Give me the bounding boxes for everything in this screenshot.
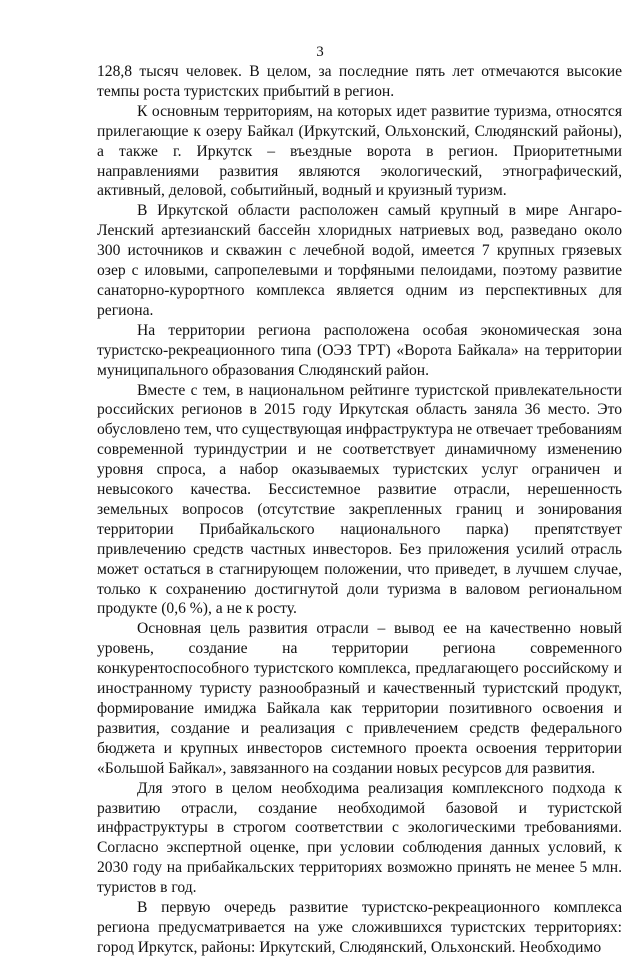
paragraph-first-priority: В первую очередь развитие туристско-рекреационного комплекса региона предусматривается на уже сложившихся туристских территориях: город Иркутск, районы: Иркутский, Слюдянский, Ольхонский. Необходимо	[97, 899, 622, 956]
paragraph-national-rating: Вместе с тем, в национальном рейтинге туристской привлекательности российских регионов в 2015 году Иркутская область заняла 36 место. Это обусловлено тем, что существующая инфраструктура не отвечает требованиям современной туриндустрии и не соответствует динамичному изменению уровня спроса, а набор оказываемых туристских услуг ограничен и невысокого качества. Бессистемное развитие отрасли, нерешенность земельных вопросов (отсутствие закрепленных границ и зонирования территории Прибайкальского национального парка) препятствует привлечению средств частных инвесторов. Без приложения усилий отрасль может остаться в стагнирующем положении, что приведет, в лучшем случае, только к сохранению достигнутой доли туризма в валовом региональном продукте (0,6 %), а не к росту.	[97, 381, 622, 618]
paragraph-comprehensive-approach: Для этого в целом необходима реализация комплексного подхода к развитию отрасли, создание необходимой базовой и туристской инфраструктуры в строгом соответствии с экологическими требованиями. Согласно экспертной оценке, при условии соблюдения данных условий, к 2030 году на прибайкальских территориях возможно принять не менее 5 млн. туристов в год.	[97, 779, 622, 897]
paragraph-continuation: 128,8 тысяч человек. В целом, за последние пять лет отмечаются высокие темпы роста туристских прибытий в регион.	[97, 63, 622, 100]
paragraph-main-territories: К основным территориям, на которых идет развитие туризма, относятся прилегающие к озеру Байкал (Иркутский, Ольхонский, Слюдянский районы), а также г. Иркутск – въездные ворота в регион. Приоритетными направлениями развития являются экологический, этнографический, активный, деловой, событийный, водный и круизный туризм.	[97, 102, 622, 200]
page-number: 3	[316, 44, 324, 60]
paragraph-artesian-basin: В Иркутской области расположен самый крупный в мире Ангаро-Ленский артезианский бассейн хлоридных натриевых вод, разведано около 300 источников и скважин с лечебной водой, имеется 7 крупных грязевых озер с иловыми, сапропелевыми и торфяными пелоидами, поэтому развитие санаторно-курортного комплекса является одним из перспективных для региона.	[97, 202, 622, 319]
body-text	[97, 62, 622, 958]
paragraph-main-goal: Основная цель развития отрасли – вывод ее на качественно новый уровень, создание на территории региона современного конкурентоспособного туристского комплекса, предлагающего российскому и иностранному туристу разнообразный и качественный туристский продукт, формирование имиджа Байкала как территории позитивного освоения и развития, создание и реализация с привлечением средств федерального бюджета и крупных инвесторов системного проекта освоения территории «Большой Байкал», завязанного на создании новых ресурсов для развития.	[97, 620, 622, 777]
paragraph-special-economic-zone: На территории региона расположена особая экономическая зона туристско-рекреационного типа (ОЭЗ ТРТ) «Ворота Байкала» на территории муниципального образования Слюдянский район.	[97, 321, 622, 379]
